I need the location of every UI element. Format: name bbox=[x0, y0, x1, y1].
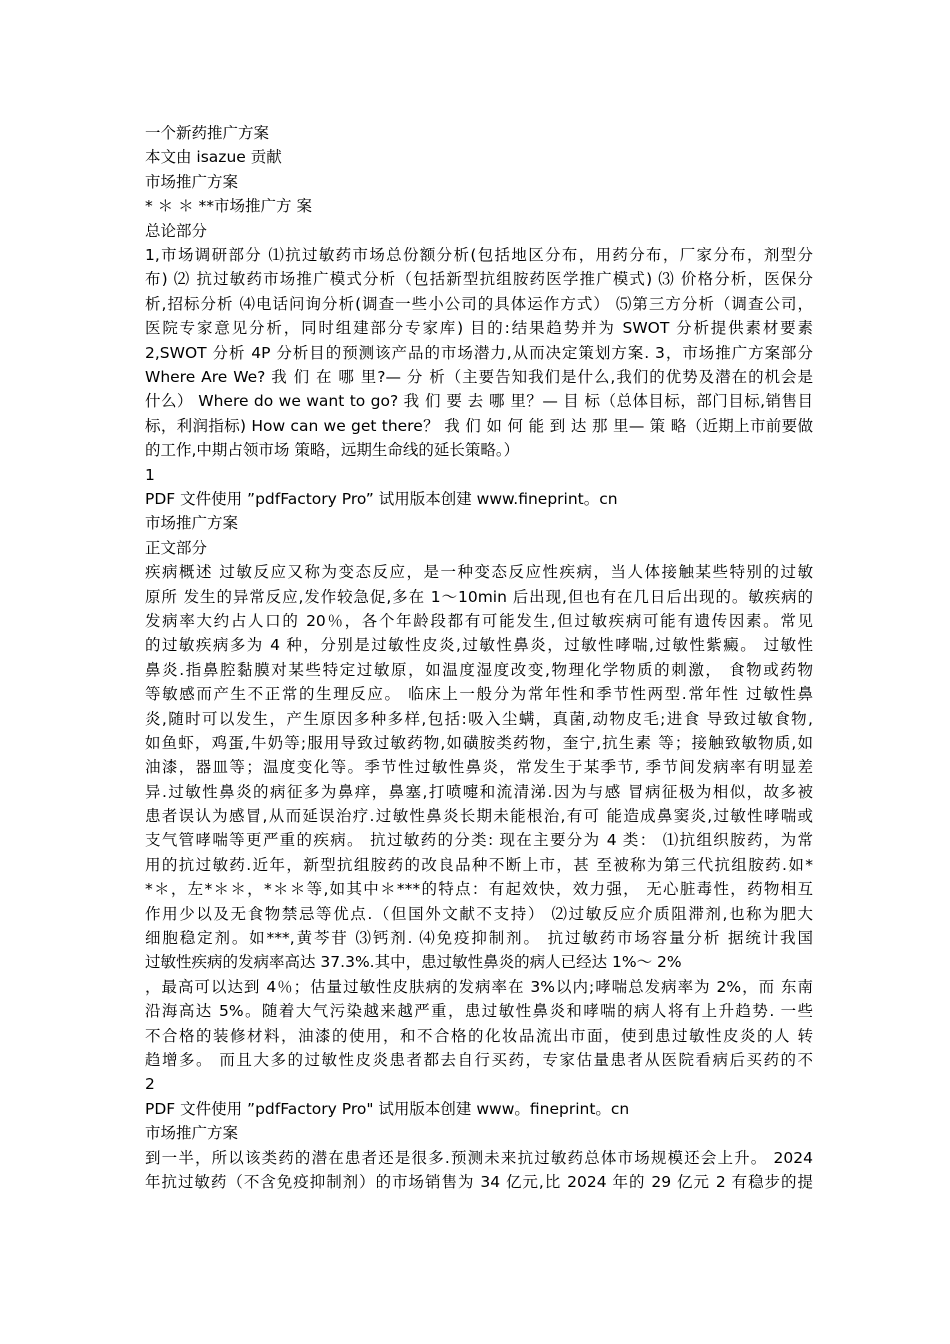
text-line: 原所 发生的异常反应,发作较急促,多在 1～10min 后出现,但也有在几日后出现的。敏疾病的 bbox=[145, 587, 813, 606]
text-line: 鼻炎.指鼻腔黏膜对某些特定过敏原，如温度湿度改变,物理化学物质的刺激， 食物或药物 bbox=[145, 660, 813, 679]
text-line: 总论部分 bbox=[145, 221, 208, 240]
text-line: 支气管哮喘等更严重的疾病。 抗过敏药的分类: 现在主要分为 4 类： ⑴抗组织胺药，为常 bbox=[145, 831, 813, 850]
text-line: 油漆，器皿等；温度变化等。季节性过敏性鼻炎，常发生于某季节, 季节间发病率有明显差 bbox=[145, 758, 813, 777]
text-line: * ＊ ＊ **市场推广方 案 bbox=[145, 197, 312, 216]
text-line: 本文由 isazue 贡献 bbox=[145, 148, 282, 167]
text-line: 等敏感而产生不正常的生理反应。 临床上一般分为常年性和季节性两型.常年性 过敏性鼻 bbox=[145, 685, 813, 704]
text-line: 的工作,中期占领市场 策略，远期生命线的延长策略。） bbox=[145, 441, 520, 460]
text-line: Where Are We? 我 们 在 哪 里?— 分 析（主要告知我们是什么,我们的优势及潜在的机会是 bbox=[145, 367, 813, 386]
text-line: 不合格的装修材料，油漆的使用，和不合格的化妆品流出市面，使到患过敏性皮炎的人 转 bbox=[145, 1026, 813, 1045]
text-line: 异.过敏性鼻炎的病征多为鼻痒，鼻塞,打喷嚏和流清涕.因为与感 冒病征极为相似，故多被 bbox=[145, 782, 813, 801]
text-line: 年抗过敏药（不含免疫抑制剂）的市场销售为 34 亿元,比 2024 年的 29 亿元 2 有稳步的提 bbox=[145, 1173, 813, 1192]
text-line: 趋增多。 而且大多的过敏性皮炎患者都去自行买药，专家估量患者从医院看病后买药的不 bbox=[145, 1051, 813, 1070]
text-line: 用的抗过敏药.近年，新型抗组胺药的改良品种不断上市，甚 至被称为第三代抗组胺药.如* bbox=[145, 855, 813, 874]
text-line: 的过敏疾病多为 4 种，分别是过敏性皮炎,过敏性鼻炎，过敏性哮喘,过敏性紫癜。 过敏性 bbox=[145, 636, 813, 655]
text-line: 1,市场调研部分 ⑴抗过敏药市场总份额分析(包括地区分布，用药分布，厂家分布，剂型分 bbox=[145, 246, 813, 265]
text-line: PDF 文件使用 ”pdfFactory Pro" 试用版本创建 www。fineprint。cn bbox=[145, 1099, 630, 1118]
text-line: 发病率大约占人口的 20％，各个年龄段都有可能发生,但过敏疾病可能有遗传因素。常见 bbox=[145, 611, 813, 630]
text-line: 市场推广方案 bbox=[145, 172, 239, 191]
text-line: 2,SWOT 分析 4P 分析目的预测该产品的市场潜力,从而决定策划方案. 3，市场推广方案部分 bbox=[145, 343, 813, 362]
text-line: 一个新药推广方案 bbox=[145, 124, 270, 142]
text-line: PDF 文件使用 ”pdfFactory Pro” 试用版本创建 www.fineprint。cn bbox=[145, 489, 618, 508]
text-line: 作用少以及无食物禁忌等优点.（但国外文献不支持） ⑵过敏反应介质阻滞剂,也称为肥大 bbox=[145, 904, 813, 923]
text-line: 什么） Where do we want to go? 我 们 要 去 哪 里？— 目 标（总体目标，部门目标,销售目 bbox=[145, 392, 813, 411]
text-line: 如鱼虾，鸡蛋,牛奶等;服用导致过敏药物,如磺胺类药物，奎宁,抗生素 等；接触致敏物质,如 bbox=[145, 733, 813, 752]
text-line: 市场推广方案 bbox=[145, 1124, 239, 1143]
text-line: 标，利润指标) How can we get there？ 我 们 如 何 能 到 达 那 里— 策 略（近期上市前要做 bbox=[145, 416, 813, 435]
text-line: 医院专家意见分析，同时组建部分专家库) 目的:结果趋势并为 SWOT 分析提供素材要素 bbox=[145, 319, 813, 338]
text-line: 1 bbox=[145, 465, 155, 484]
text-line: 析,招标分析 ⑷电话问询分析(调查一些小公司的具体运作方式） ⑸第三方分析（调查公司， bbox=[145, 294, 813, 313]
text-line: 炎,随时可以发生，产生原因多种多样,包括:吸入尘螨，真菌,动物皮毛;进食 导致过敏食物, bbox=[145, 709, 813, 728]
text-line: 患者误认为感冒,从而延误治疗.过敏性鼻炎长期未能根治,有可 能造成鼻窦炎,过敏性哮喘或 bbox=[145, 807, 813, 826]
text-line: ，最高可以达到 4％；估量过敏性皮肤病的发病率在 3%以内;哮喘总发病率为 2%，而 东南 bbox=[145, 977, 813, 996]
text-line: 布) ⑵ 抗过敏药市场推广模式分析（包括新型抗组胺药医学推广模式) ⑶ 价格分析，医保分 bbox=[145, 270, 813, 289]
text-line: 2 bbox=[145, 1075, 155, 1094]
text-line: *＊，左*＊＊，*＊＊等,如其中＊***的特点：有起效快，效力强， 无心脏毒性，药物相互 bbox=[145, 880, 813, 899]
text-line: 疾病概述 过敏反应又称为变态反应，是一种变态反应性疾病，当人体接触某些特别的过敏 bbox=[145, 563, 813, 582]
text-line: 细胞稳定剂。如***,黄芩苷 ⑶钙剂. ⑷免疫抑制剂。 抗过敏药市场容量分析 据统计我国 bbox=[145, 929, 813, 948]
text-line: 到一半，所以该类药的潜在患者还是很多.预测未来抗过敏药总体市场规模还会上升。 2024 bbox=[145, 1148, 813, 1167]
text-line: 沿海高达 5%。随着大气污染越来越严重，患过敏性鼻炎和哮喘的病人将有上升趋势. 一些 bbox=[145, 1002, 813, 1021]
text-line: 市场推广方案 bbox=[145, 514, 239, 533]
document-body bbox=[145, 121, 813, 1194]
text-line: 过敏性疾病的发病率高达 37.3%.其中，患过敏性鼻炎的病人已经达 1%～ 2% bbox=[145, 953, 682, 972]
text-line: 正文部分 bbox=[145, 538, 208, 557]
